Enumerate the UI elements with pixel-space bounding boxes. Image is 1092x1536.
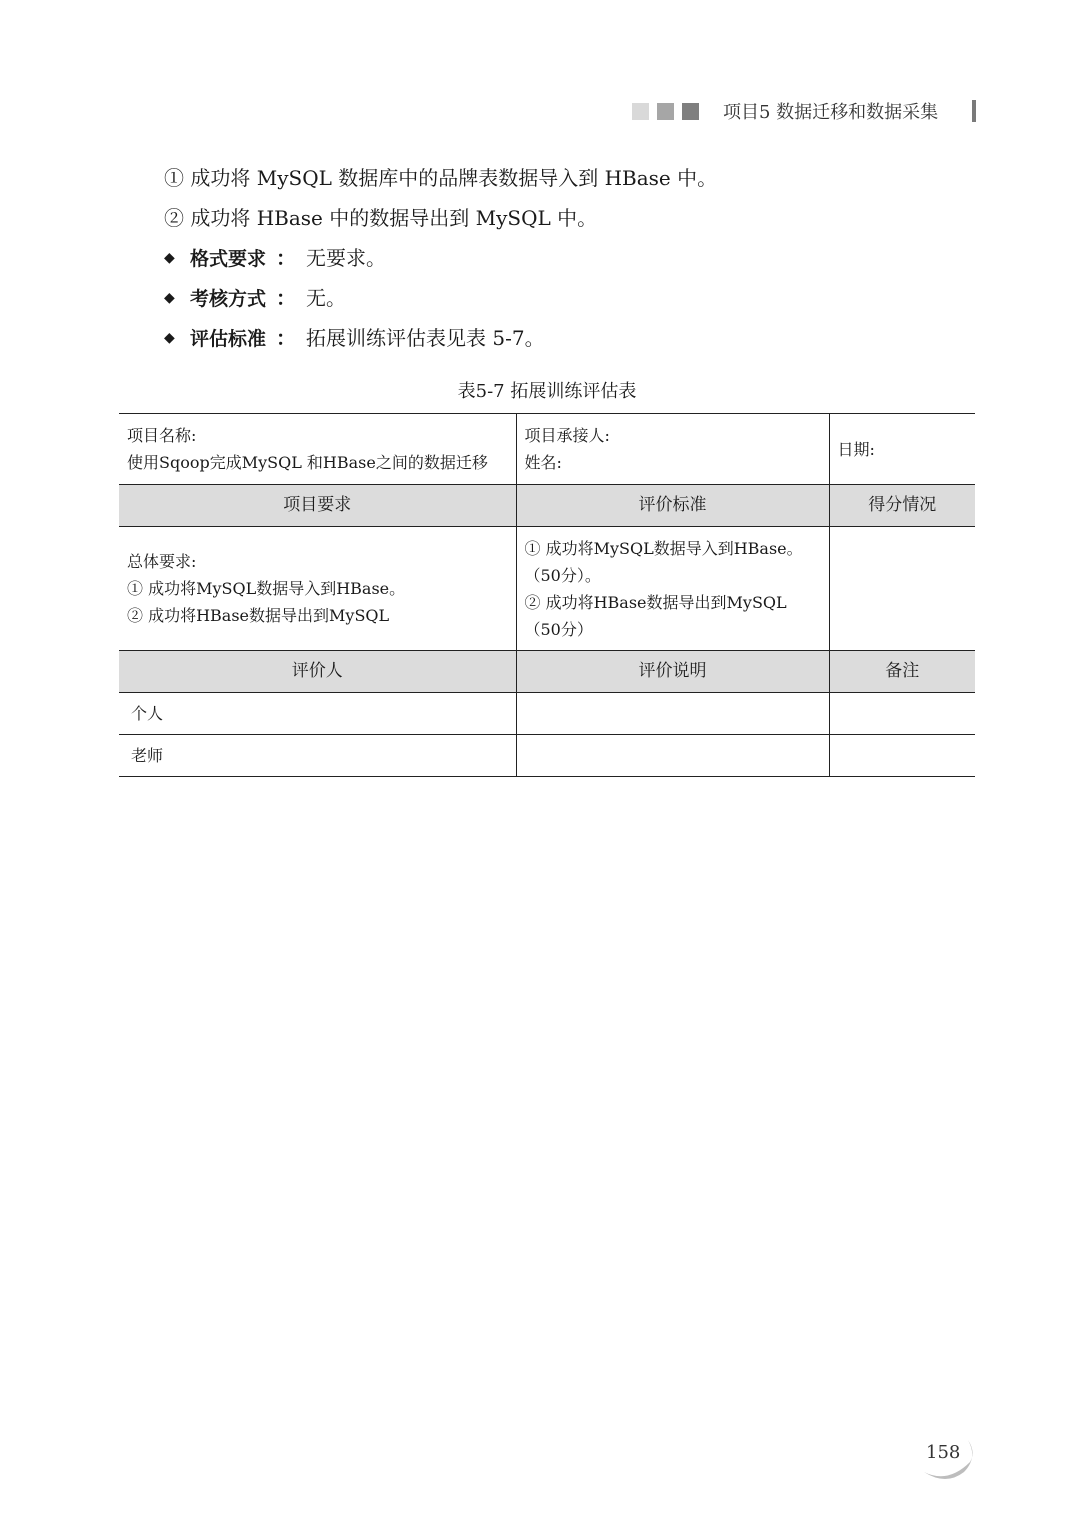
page-number: 158 — [926, 1442, 961, 1463]
header-requirements: 项目要求 — [119, 485, 516, 527]
name-label: 姓名: — [524, 453, 562, 472]
running-header — [632, 98, 938, 124]
bullet-criteria — [164, 318, 984, 358]
bullet-label: 考核方式 — [190, 288, 267, 310]
criteria-line-2: （50分）。 — [524, 565, 601, 585]
criteria-line-3: ② 成功将HBase数据导出到MySQL — [524, 592, 787, 612]
table-caption: 表5-7 拓展训练评估表 — [457, 381, 637, 402]
header-square-light — [632, 103, 649, 120]
requirements-cell — [119, 527, 516, 651]
project-name-cell — [119, 414, 516, 485]
criteria-line-4: （50分） — [524, 619, 593, 639]
remarks-cell — [829, 693, 975, 735]
bullet-colon: ： — [276, 246, 297, 270]
criteria-cell — [516, 527, 829, 651]
project-name-value: 使用Sqoop完成MySQL 和HBase之间的数据迁移 — [127, 453, 488, 472]
table-row-requirements — [119, 527, 975, 651]
undertaker-label: 项目承接人: — [524, 426, 610, 445]
header-square-mid — [657, 103, 674, 120]
bullet-text: 无要求。 — [306, 246, 387, 270]
project-name-label: 项目名称: — [127, 426, 197, 445]
undertaker-cell — [516, 414, 829, 485]
table-header-row-1 — [119, 485, 975, 527]
bullet-colon: ： — [276, 326, 297, 350]
table-row — [119, 735, 975, 777]
body-item-2: ② 成功将 HBase 中的数据导出到 MySQL 中。 — [164, 206, 598, 230]
remarks-cell — [829, 735, 975, 777]
body-text — [164, 158, 984, 358]
bullet-label: 格式要求 — [190, 248, 267, 270]
bullet-assessment — [164, 278, 984, 318]
header-divider — [972, 100, 976, 122]
bullet-format — [164, 238, 984, 278]
table-row-project — [119, 414, 975, 485]
table-row — [119, 693, 975, 735]
bullet-colon: ： — [276, 286, 297, 310]
header-title: 项目5 数据迁移和数据采集 — [723, 102, 939, 123]
requirements-title: 总体要求: — [127, 552, 197, 571]
criteria-line-1: ① 成功将MySQL数据导入到HBase。 — [524, 538, 803, 558]
bullet-text: 无。 — [306, 286, 347, 310]
requirements-line-1: ① 成功将MySQL数据导入到HBase。 — [127, 579, 406, 598]
bullet-label: 评估标准 — [190, 328, 267, 350]
header-square-dark — [682, 103, 699, 120]
header-evaluation-notes: 评价说明 — [516, 651, 829, 693]
diamond-bullet-icon: ◆ — [164, 330, 175, 346]
header-score: 得分情况 — [829, 485, 975, 527]
diamond-bullet-icon: ◆ — [164, 290, 175, 306]
diamond-bullet-icon: ◆ — [164, 250, 175, 266]
header-remarks: 备注 — [829, 651, 975, 693]
date-cell: 日期: — [829, 414, 975, 485]
evaluator-cell: 老师 — [119, 735, 516, 777]
evaluation-notes-cell — [516, 693, 829, 735]
requirements-line-2: ② 成功将HBase数据导出到MySQL — [127, 606, 390, 625]
header-evaluator: 评价人 — [119, 651, 516, 693]
evaluation-table — [119, 413, 975, 777]
evaluator-cell: 个人 — [119, 693, 516, 735]
bullet-text: 拓展训练评估表见表 5-7。 — [306, 326, 545, 350]
evaluation-notes-cell — [516, 735, 829, 777]
body-item-1: ① 成功将 MySQL 数据库中的品牌表数据导入到 HBase 中。 — [164, 166, 718, 190]
table-header-row-2 — [119, 651, 975, 693]
page-number-badge — [918, 1432, 980, 1482]
score-cell — [829, 527, 975, 651]
header-criteria: 评价标准 — [516, 485, 829, 527]
